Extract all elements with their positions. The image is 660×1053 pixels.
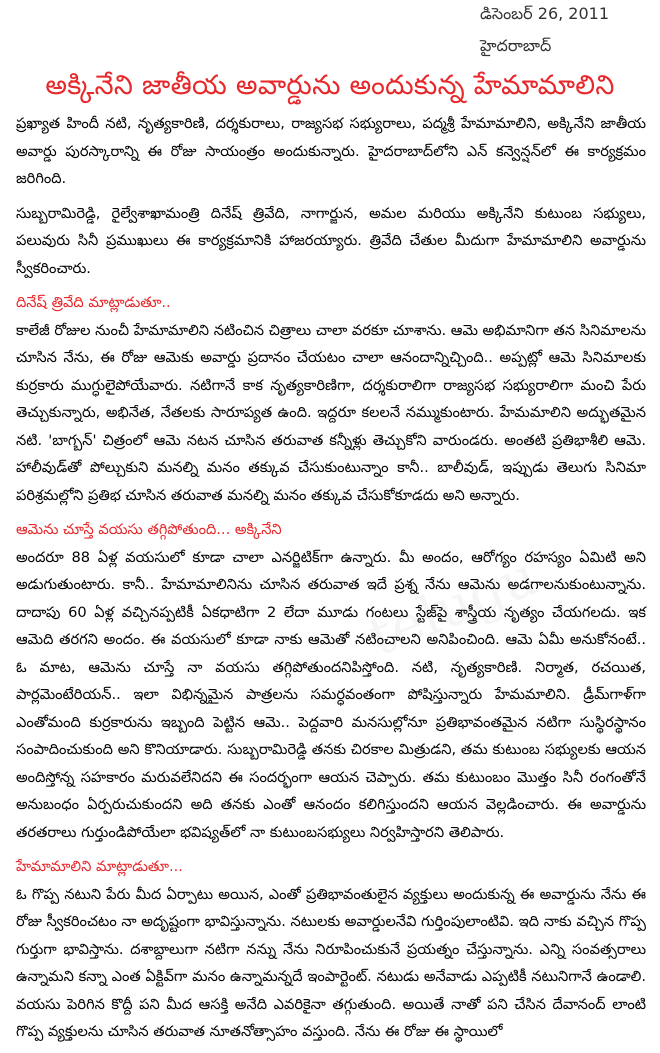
article-location: హైదరాబాద్ — [480, 36, 552, 55]
watermark: telugu — [360, 544, 546, 669]
paragraph-intro: ప్రఖ్యాత హిందీ నటి, నృత్యకారిణి, దర్శకురాలు, రాజ్యసభ సభ్యురాలు, పద్మశ్రీ హేమామాలిని, అక్కినేని జాతీయ అవార్డు పురస్కారాన్ని ఈ రోజు సాయంత్రం అందుకున్నారు. హైదరాబాద్‌లోని ఎన్ కన్వెన్షన్‌లో ఈ కార్యక్రమం జరిగింది. — [16, 115, 646, 187]
paragraph-akkineni-speech: అందరూ 88 ఏళ్ల వయసులో కూడా చాలా ఎనర్జిటిక్‌గా ఉన్నారు. మీ అందం, ఆరోగ్యం రహస్యం ఏమిటి అని అడుగుతుంటారు. కానీ.. హేమామాలినిను చూసిన తరువాత ఇదే ప్రశ్న నేను ఆమెను అడగాలనుకుంటున్నాను. దాదాపు 60 ఏళ్ల వచ్చినప్పటికీ ఏకధాటిగా 2 లేదా మూడు గంటలు స్టేజ్‌పై శాస్త్రీయ నృత్యం చేయగలదు. ఇక ఆమెది తరగని అందం. ఈ వయసులో కూడా నాకు ఆమెతో నటించాలని అనిపించింది. ఆమె ఏమీ అనుకోనంటే.. ఓ మాట, ఆమెను చూస్తే నా వయసు తగ్గిపోతుందనిపిస్తోంది. నటి, నృత్యకారిణి. నిర్మాత, రచయిత, పార్లమెంటేరియన్.. ఇలా విభిన్నమైన పాత్రలను సమర్ధవంతంగా పోషిస్తున్నారు హేమమాలిని. డ్రీమ్‌గాళ్‌గా ఎంతోమంది కుర్రకారును ఇబ్బంది పెట్టిన ఆమె.. పెద్దవారి మనసుల్లోనూ ప్రతిభావంతమైన నటిగా సుస్థిరస్థానం సంపాదించుకుంది అని కొనియాడారు. సుబ్బరామిరెడ్డి తనకు చిరకాల మిత్రుడని, తమ కుటుంబ సభ్యులకు ఆయన అందిస్తోన్న సహకారం మరువలేనిదని ఈ సందర్భంగా ఆయన చెప్పారు. తమ కుటుంబం మొత్తం సినీ రంగంతోనే అనుబంధం ఏర్పరుచుకుందని అది తనకు ఎంతో ఆనందం కలిగిస్తుందని ఆయన వెల్లడించారు. ఈ అవార్డును తరతరాలు గుర్తుండిపోయేలా భవిష్యత్‌లో నా కుటుంబసభ్యులు నిర్వహిస్తారని తెలిపారు. — [16, 548, 646, 841]
paragraph-trivedi-speech: కాలేజీ రోజుల నుంచీ హేమామాలిని నటించిన చిత్రాలు చాలా వరకూ చూశాను. ఆమె అభిమానిగా తన సినిమాలను చూసిన నేను, ఈ రోజు ఆమెకు అవార్డు ప్రదానం చేయటం చాలా ఆనందాన్నిచ్చింది.. అప్పట్లో ఆమె సినిమాలకు కుర్రకారు ముగ్ధులైపోయేవారు. నటిగానే కాక నృత్యకారిణిగా, దర్శకురాలిగా రాజ్యసభ సభ్యురాలిగా మంచి పేరు తెచ్చుకున్నారు, అభినేత, నేతలకు సారూప్యత ఉంది. ఇద్దరూ కలలనే నమ్ముకుంటారు. హేమమాలిని అద్భుతమైన నటి. 'బాగ్బన్' చిత్రంలో ఆమె నటన చూసిన తరువాత కన్నీళ్లు తెచ్చుకోని వారుండరు. అంతటి ప్రతిభాశీలి ఆమె. హాలీవుడ్‌తో పోల్చుకుని మనల్ని మనం తక్కువ చేసుకుంటున్నాం కానీ.. బాలీవుడ్, ఇప్పుడు తెలుగు సినిమా పరిశ్రమల్లోని ప్రతిభ చూసిన తరువాత మనల్ని మనం తక్కువ చేసుకోకూడదు అని అన్నారు. — [16, 321, 646, 504]
section-heading-hemamalini: హేమామాలిని మాట్లాడుతూ... — [16, 858, 183, 875]
article-title: అక్కినేని జాతీయ అవార్డును అందుకున్న హేమామాలిని — [45, 70, 615, 101]
article-date: డిసెంబర్ 26, 2011 — [480, 4, 610, 23]
paragraph-hemamalini-speech: ఓ గొప్ప నటుని పేరు మీద ఏర్పాటు అయిన, ఎంతో ప్రతిభావంతులైన వ్యక్తులు అందుకున్న ఈ అవార్డును నేను ఈ రోజు స్వీకరించటం నా అదృష్టంగా భావిస్తున్నాను. నటులకు అవార్డులనేవి గుర్తింపులాంటివి. ఇది నాకు వచ్చిన గొప్ప గుర్తుగా భావిస్తాను. దశాబ్దాలుగా నటిగా నన్ను నేను నిరూపించుకునే ప్రయత్నం చేస్తున్నాను. ఎన్ని సంవత్సరాలు ఉన్నామని కన్నా ఎంత ఏక్టివ్‌గా మనం ఉన్నామన్నదే ఇంపార్టెంట్. నటుడు అనేవాడు ఎప్పటికీ నటునిగానే ఉండాలి. వయసు పెరిగిన కొద్దీ పని మీద ఆసక్తి అనేది ఎవరికైనా తగ్గుతుంది. అయితే నాతో పని చేసిన దేవానంద్ లాంటి గొప్ప వ్యక్తులను చూసిన తరువాత నూతనోత్సాహం వస్తుంది. నేను ఈ రోజు ఈ స్థాయిలో — [16, 885, 646, 1040]
section-heading-akkineni: ఆమెను చూస్తే వయసు తగ్గిపోతుంది... అక్కినేని — [16, 521, 282, 538]
article-body — [16, 110, 646, 1053]
section-heading-trivedi: దినేష్ త్రివేది మాట్లాడుతూ.. — [16, 294, 171, 311]
paragraph-attendees: సుబ్బరామిరెడ్డి, రైల్వేశాఖామంత్రి దినేష్ త్రివేది, నాగార్జున, అమల మరియు అక్కినేని కుటుంబ సభ్యులు, పలువురు సినీ ప్రముఖులు ఈ కార్యక్రమానికి హాజరయ్యారు. త్రివేది చేతుల మీదుగా హేమామాలిని అవార్డును స్వీకరించారు. — [16, 204, 646, 277]
